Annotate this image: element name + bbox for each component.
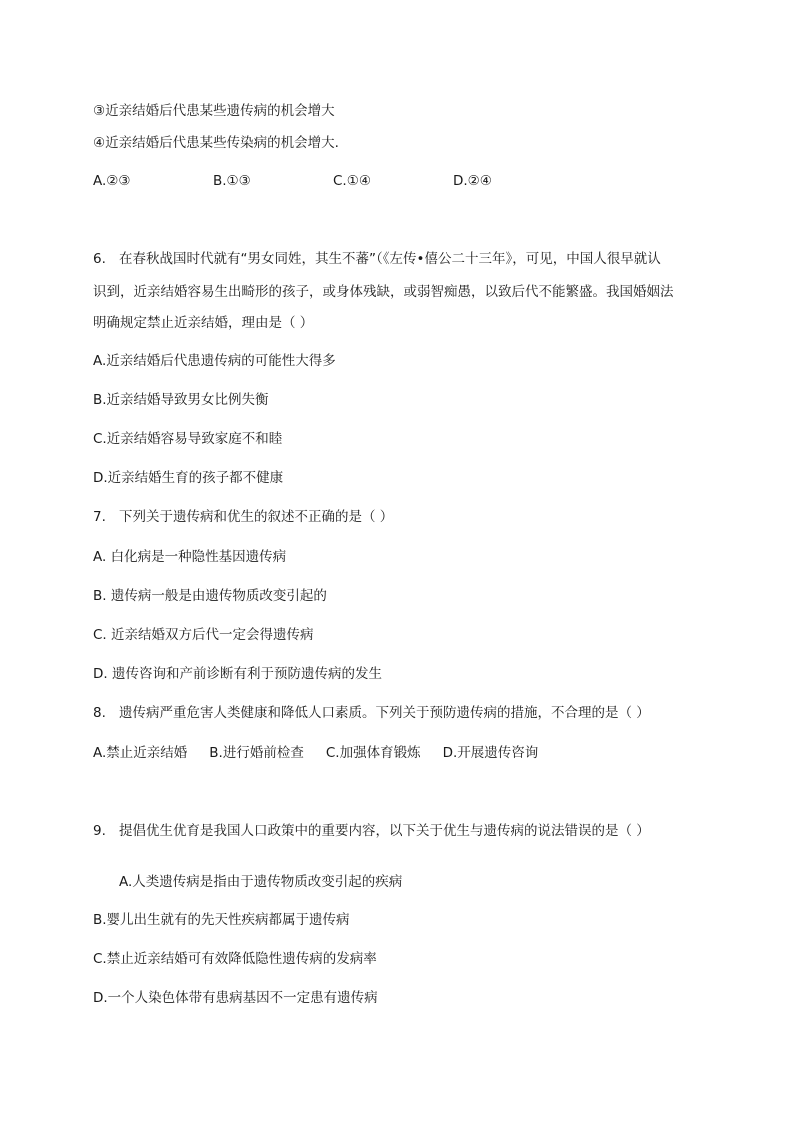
q7-text: 下列关于遗传病和优生的叙述不正确的是（ ） (119, 509, 394, 525)
q8-option-c: C.加强体育锻炼 (325, 745, 421, 761)
q7-number: 7. (93, 509, 106, 525)
q8-options (93, 744, 560, 762)
q8-option-b: B.进行婚前检查 (209, 745, 304, 761)
q5-option-d: D.②④ (453, 173, 492, 189)
q9-stem (93, 822, 650, 840)
q7-option-b: B. 遗传病一般是由遗传物质改变引起的 (93, 588, 327, 604)
q5-options (93, 172, 653, 190)
q8-option-a: A.禁止近亲结婚 (93, 745, 188, 761)
q8-option-d: D.开展遗传咨询 (442, 745, 539, 761)
q6-number: 6. (93, 251, 106, 267)
q6-option-d: D.近亲结婚生育的孩子都不健康 (93, 470, 284, 486)
q5-option-c: C.①④ (333, 173, 371, 189)
q7-option-c: C. 近亲结婚双方后代一定会得遗传病 (93, 627, 314, 643)
q7-stem (93, 508, 393, 526)
q7-option-d: D. 遗传咨询和产前诊断有利于预防遗传病的发生 (93, 666, 382, 682)
q8-stem (93, 704, 650, 722)
q6-line-1 (93, 250, 661, 268)
q6-line-3: 明确规定禁止近亲结婚，理由是（ ） (93, 315, 314, 331)
q6-option-b: B.近亲结婚导致男女比例失衡 (93, 392, 269, 408)
q8-text: 遗传病严重危害人类健康和降低人口素质。下列关于预防遗传病的措施，不合理的是（ ） (119, 705, 650, 721)
q5-option-b: B.①③ (213, 173, 251, 189)
q6-option-c: C.近亲结婚容易导致家庭不和睦 (93, 431, 283, 447)
q6-option-a: A.近亲结婚后代患遗传病的可能性大得多 (93, 353, 336, 369)
q6-line-2: 识到，近亲结婚容易生出畸形的孩子，或身体残缺，或弱智痴愚，以致后代不能繁盛。我国婚姻法 (93, 284, 674, 300)
q9-option-c: C.禁止近亲结婚可有效降低隐性遗传病的发病率 (93, 951, 377, 967)
q6-text-1: 在春秋战国时代就有“男女同姓，其生不蕃”（《左传•僖公二十三年》，可见，中国人很早就认 (119, 251, 661, 267)
q9-number: 9. (93, 823, 106, 839)
q9-text: 提倡优生优育是我国人口政策中的重要内容，以下关于优生与遗传病的说法错误的是（ ） (119, 823, 650, 839)
statement-4: ④近亲结婚后代患某些传染病的机会增大. (93, 135, 339, 151)
q9-option-a: A.人类遗传病是指由于遗传物质改变引起的疾病 (119, 874, 403, 890)
q9-option-b: B.婴儿出生就有的先天性疾病都属于遗传病 (93, 912, 350, 928)
q8-number: 8. (93, 705, 106, 721)
q9-option-d: D.一个人染色体带有患病基因不一定患有遗传病 (93, 990, 378, 1006)
q5-option-a: A.②③ (93, 173, 131, 189)
q7-option-a: A. 白化病是一种隐性基因遗传病 (93, 549, 287, 565)
statement-3: ③近亲结婚后代患某些遗传病的机会增大 (93, 103, 335, 119)
